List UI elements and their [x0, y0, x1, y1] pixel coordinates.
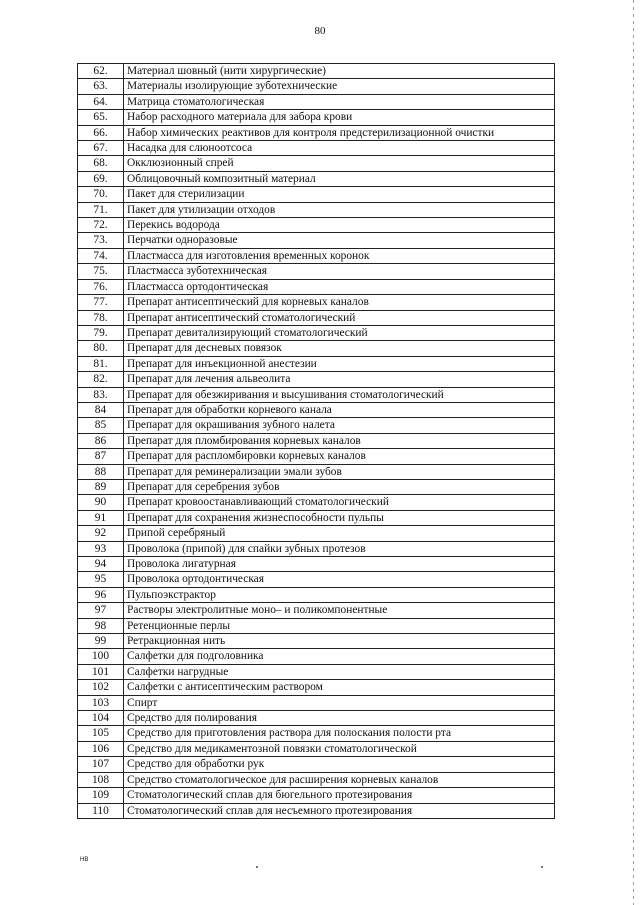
item-name: Препарат антисептический для корневых каналов: [124, 295, 555, 310]
table-row: [78, 541, 555, 556]
item-name: Пластмасса ортодонтическая: [124, 279, 555, 294]
row-number: 90: [78, 495, 124, 510]
item-name: Набор химических реактивов для контроля предстерилизационной очистки: [124, 125, 555, 140]
item-name: Препарат девитализирующий стоматологический: [124, 325, 555, 340]
row-number: 64.: [78, 94, 124, 109]
table-row: [78, 187, 555, 202]
table-row: [78, 279, 555, 294]
item-name: Препарат для обезжиривания и высушивания стоматологический: [124, 387, 555, 402]
item-name: Окклюзионный спрей: [124, 156, 555, 171]
table-row: [78, 202, 555, 217]
table-row: [78, 156, 555, 171]
table-row: [78, 603, 555, 618]
row-number: 99: [78, 634, 124, 649]
table-row: [78, 772, 555, 787]
row-number: 79.: [78, 325, 124, 340]
row-number: 105: [78, 726, 124, 741]
item-name: Растворы электролитные моно– и поликомпонентные: [124, 603, 555, 618]
table-row: [78, 64, 555, 79]
table-row: [78, 433, 555, 448]
table-row: [78, 788, 555, 803]
row-number: 80.: [78, 341, 124, 356]
row-number: 67.: [78, 141, 124, 156]
item-name: Препарат для реминерализации эмали зубов: [124, 464, 555, 479]
row-number: 106: [78, 741, 124, 756]
item-name: Препарат для сохранения жизнеспособности пульпы: [124, 510, 555, 525]
row-number: 74.: [78, 248, 124, 263]
row-number: 96: [78, 587, 124, 602]
scan-speck: [541, 866, 543, 868]
row-number: 103: [78, 695, 124, 710]
row-number: 86: [78, 433, 124, 448]
table-row: [78, 325, 555, 340]
item-name: Препарат для инъекционной анестезии: [124, 356, 555, 371]
scan-speck: [256, 866, 258, 868]
footer-mark: НВ: [80, 857, 89, 863]
table-row: [78, 711, 555, 726]
supplies-table-body: [78, 64, 555, 819]
item-name: Средство для медикаментозной повязки стоматологической: [124, 741, 555, 756]
page-number: 80: [314, 25, 326, 37]
item-name: Препарат для лечения альвеолита: [124, 372, 555, 387]
item-name: Припой серебряный: [124, 526, 555, 541]
row-number: 92: [78, 526, 124, 541]
item-name: Препарат для серебрения зубов: [124, 479, 555, 494]
item-name: Проволока лигатурная: [124, 557, 555, 572]
row-number: 84: [78, 402, 124, 417]
row-number: 63.: [78, 79, 124, 94]
table-row: [78, 125, 555, 140]
table-row: [78, 387, 555, 402]
table-row: [78, 479, 555, 494]
table-row: [78, 557, 555, 572]
table-row: [78, 634, 555, 649]
table-row: [78, 402, 555, 417]
row-number: 66.: [78, 125, 124, 140]
table-row: [78, 726, 555, 741]
item-name: Средство для полирования: [124, 711, 555, 726]
row-number: 72.: [78, 218, 124, 233]
table-row: [78, 341, 555, 356]
item-name: Препарат для распломбировки корневых каналов: [124, 449, 555, 464]
row-number: 98: [78, 618, 124, 633]
item-name: Пакет для стерилизации: [124, 187, 555, 202]
row-number: 109: [78, 788, 124, 803]
row-number: 97: [78, 603, 124, 618]
item-name: Материалы изолирующие зуботехнические: [124, 79, 555, 94]
row-number: 81.: [78, 356, 124, 371]
table-row: [78, 618, 555, 633]
row-number: 85: [78, 418, 124, 433]
table-row: [78, 110, 555, 125]
table-row: [78, 649, 555, 664]
table-row: [78, 695, 555, 710]
item-name: Стоматологический сплав для несъемного протезирования: [124, 803, 555, 818]
item-name: Препарат для пломбирования корневых каналов: [124, 433, 555, 448]
item-name: Набор расходного материала для забора крови: [124, 110, 555, 125]
item-name: Пластмасса для изготовления временных коронок: [124, 248, 555, 263]
item-name: Проволока ортодонтическая: [124, 572, 555, 587]
row-number: 69.: [78, 171, 124, 186]
table-row: [78, 94, 555, 109]
row-number: 75.: [78, 264, 124, 279]
table-row: [78, 664, 555, 679]
table-row: [78, 218, 555, 233]
row-number: 102: [78, 680, 124, 695]
row-number: 88: [78, 464, 124, 479]
item-name: Салфетки для подголовника: [124, 649, 555, 664]
item-name: Спирт: [124, 695, 555, 710]
item-name: Препарат для окрашивания зубного налета: [124, 418, 555, 433]
item-name: Матрица стоматологическая: [124, 94, 555, 109]
table-row: [78, 372, 555, 387]
row-number: 71.: [78, 202, 124, 217]
table-row: [78, 141, 555, 156]
item-name: Пакет для утилизации отходов: [124, 202, 555, 217]
table-row: [78, 171, 555, 186]
row-number: 83.: [78, 387, 124, 402]
table-row: [78, 510, 555, 525]
row-number: 82.: [78, 372, 124, 387]
row-number: 65.: [78, 110, 124, 125]
table-row: [78, 757, 555, 772]
table-row: [78, 526, 555, 541]
item-name: Насадка для слюноотсоса: [124, 141, 555, 156]
item-name: Средство для обработки рук: [124, 757, 555, 772]
item-name: Проволока (припой) для спайки зубных протезов: [124, 541, 555, 556]
table-row: [78, 741, 555, 756]
row-number: 104: [78, 711, 124, 726]
row-number: 108: [78, 772, 124, 787]
table-row: [78, 295, 555, 310]
item-name: Средство для приготовления раствора для полоскания полости рта: [124, 726, 555, 741]
item-name: Стоматологический сплав для бюгельного протезирования: [124, 788, 555, 803]
item-name: Облицовочный композитный материал: [124, 171, 555, 186]
table-row: [78, 803, 555, 818]
scan-edge: [633, 0, 634, 905]
item-name: Пульпоэкстрактор: [124, 587, 555, 602]
table-row: [78, 233, 555, 248]
item-name: Препарат для обработки корневого канала: [124, 402, 555, 417]
item-name: Препарат кровоостанавливающий стоматологический: [124, 495, 555, 510]
supplies-table: [77, 63, 555, 819]
table-row: [78, 587, 555, 602]
row-number: 62.: [78, 64, 124, 79]
item-name: Препарат для десневых повязок: [124, 341, 555, 356]
table-row: [78, 572, 555, 587]
item-name: Препарат антисептический стоматологический: [124, 310, 555, 325]
row-number: 101: [78, 664, 124, 679]
row-number: 73.: [78, 233, 124, 248]
row-number: 107: [78, 757, 124, 772]
row-number: 77.: [78, 295, 124, 310]
table-row: [78, 310, 555, 325]
table-row: [78, 264, 555, 279]
table-row: [78, 356, 555, 371]
table-row: [78, 680, 555, 695]
row-number: 89: [78, 479, 124, 494]
table-row: [78, 495, 555, 510]
row-number: 76.: [78, 279, 124, 294]
item-name: Перекись водорода: [124, 218, 555, 233]
item-name: Материал шовный (нити хирургические): [124, 64, 555, 79]
table-row: [78, 449, 555, 464]
table-row: [78, 464, 555, 479]
row-number: 95: [78, 572, 124, 587]
row-number: 100: [78, 649, 124, 664]
row-number: 93: [78, 541, 124, 556]
table-row: [78, 418, 555, 433]
item-name: Пластмасса зуботехническая: [124, 264, 555, 279]
row-number: 94: [78, 557, 124, 572]
row-number: 70.: [78, 187, 124, 202]
row-number: 87: [78, 449, 124, 464]
item-name: Средство стоматологическое для расширения корневых каналов: [124, 772, 555, 787]
table-row: [78, 248, 555, 263]
item-name: Ретракционная нить: [124, 634, 555, 649]
item-name: Салфетки с антисептическим раствором: [124, 680, 555, 695]
item-name: Салфетки нагрудные: [124, 664, 555, 679]
row-number: 110: [78, 803, 124, 818]
row-number: 78.: [78, 310, 124, 325]
item-name: Ретенционные перлы: [124, 618, 555, 633]
item-name: Перчатки одноразовые: [124, 233, 555, 248]
row-number: 68.: [78, 156, 124, 171]
table-row: [78, 79, 555, 94]
row-number: 91: [78, 510, 124, 525]
